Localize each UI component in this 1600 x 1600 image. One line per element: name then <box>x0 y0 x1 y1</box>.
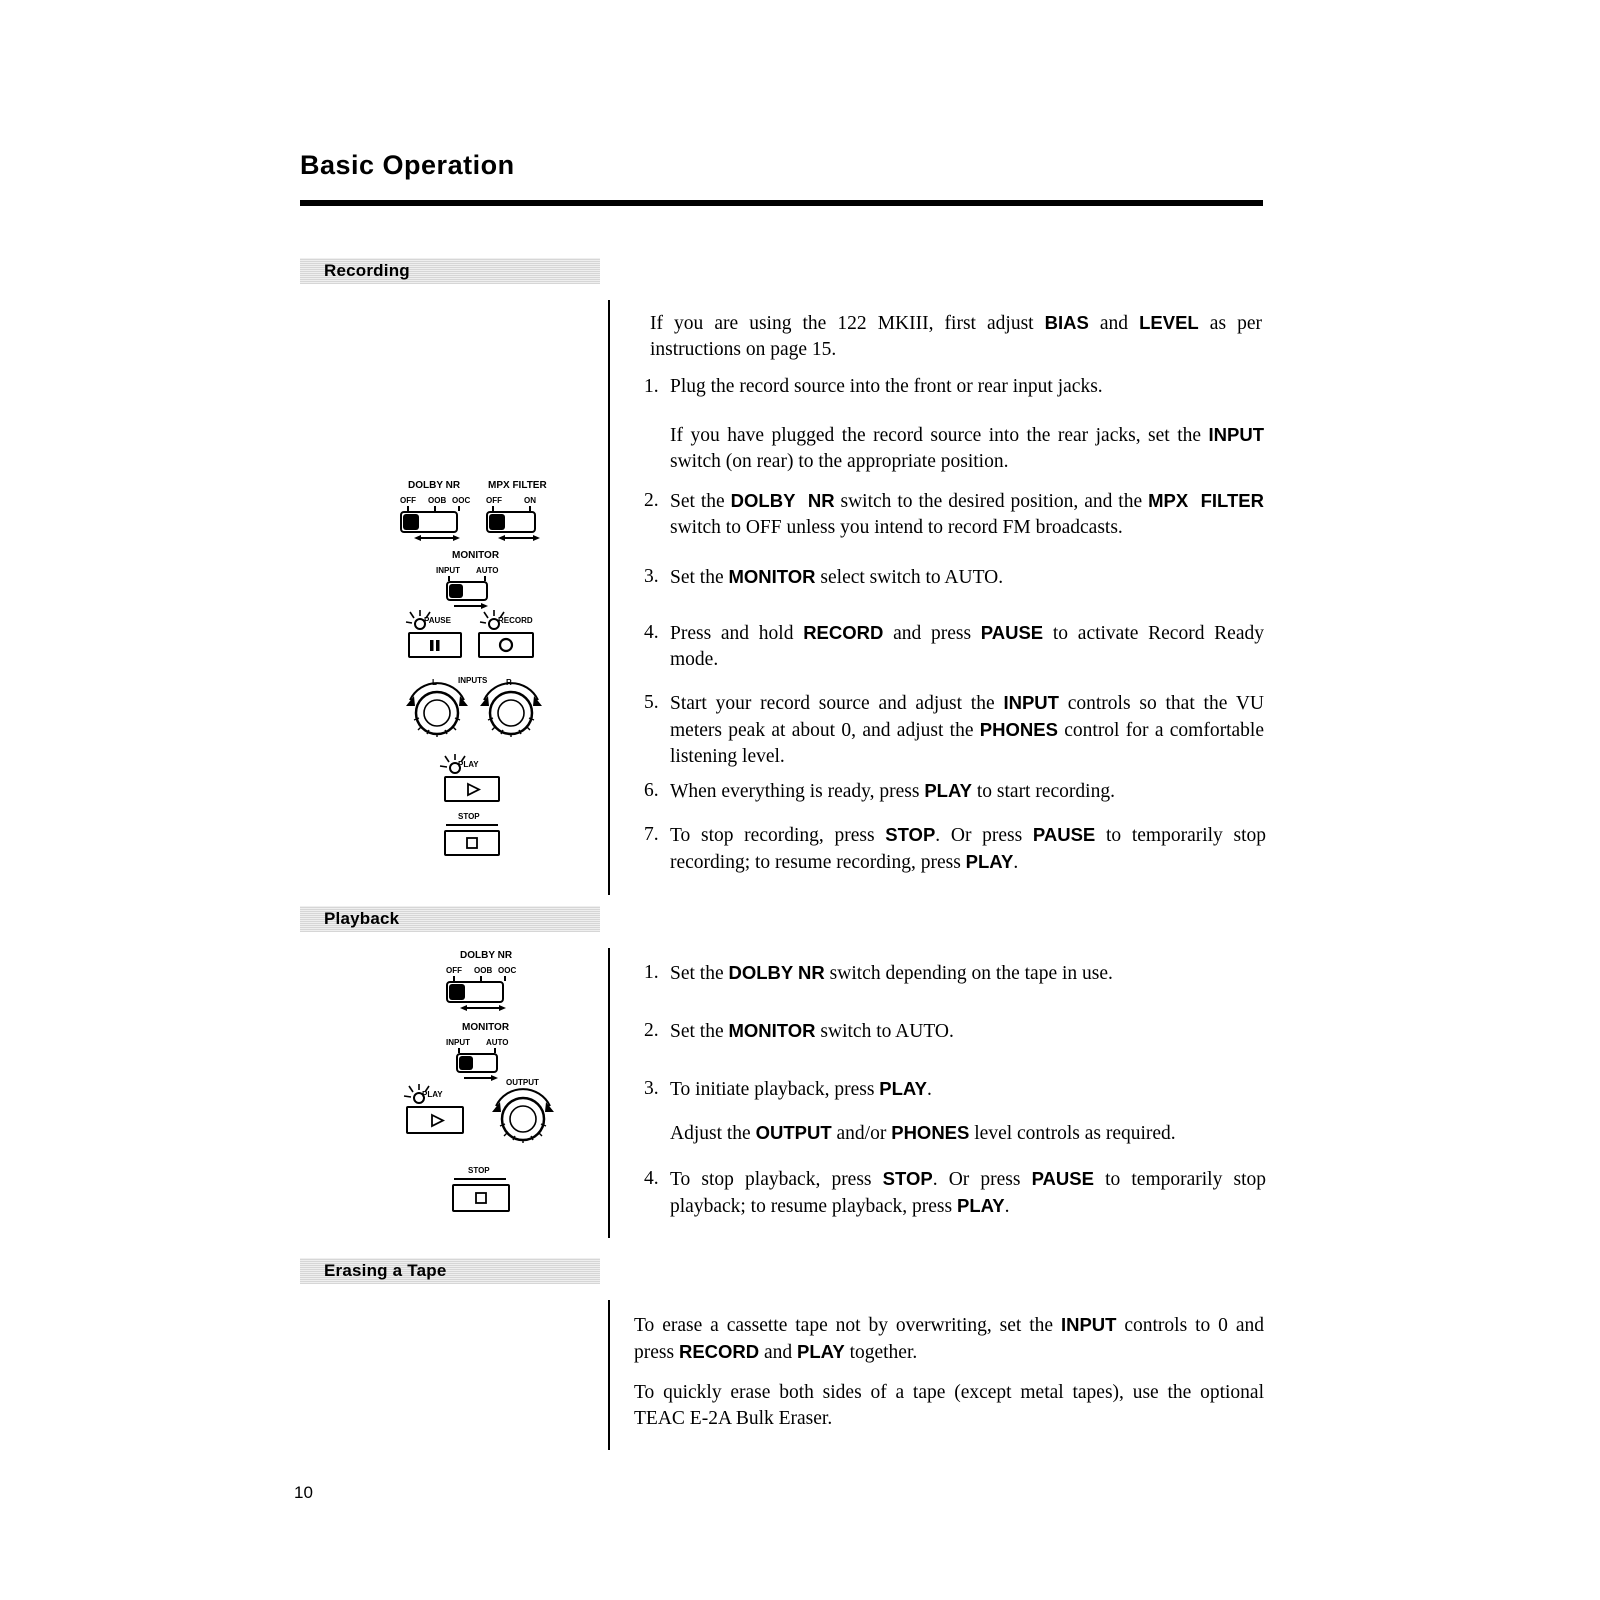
recording-step-7-text: To stop recording, press STOP. Or press PAUSE to temporarily stop recording; to resume recording, press PLAY. <box>670 824 1266 873</box>
playback-step-4-marker: 4. <box>644 1168 659 1189</box>
play-button[interactable] <box>444 776 500 802</box>
playback-step-3-note <box>644 1120 1264 1147</box>
recording-step-5-text: Start your record source and adjust the INPUT controls so that the VU meters peak at about 0, and adjust the PHONES control for a comfortable listening level. <box>670 692 1264 767</box>
pb-play-button[interactable] <box>406 1106 464 1134</box>
recording-step-1-note-text: If you have plugged the record source into the rear jacks, set the INPUT switch (on rear) to the appropriate position. <box>670 424 1264 472</box>
recording-step-6-marker: 6. <box>644 780 659 801</box>
dolby-nr-title: DOLBY NR <box>408 480 461 491</box>
recording-step-2-marker: 2. <box>644 490 659 511</box>
stop-button[interactable] <box>444 830 500 856</box>
divider-playback <box>608 948 610 1238</box>
recording-step-3 <box>644 564 1264 591</box>
title-rule <box>300 200 1263 206</box>
pb-dolby-nr-switch-knob[interactable] <box>449 984 465 1000</box>
record-label: RECORD <box>498 616 533 625</box>
input-knob-right[interactable] <box>472 682 550 744</box>
monitor-opt-input: INPUT <box>436 566 460 575</box>
section-header-recording <box>300 258 600 284</box>
pb-play-icon <box>408 1108 462 1132</box>
playback-step-2-text: Set the MONITOR switch to AUTO. <box>670 1020 954 1042</box>
recording-step-2-text: Set the DOLBY NR switch to the desired position, and the MPX FILTER switch to OFF unless you intend to record FM broadcasts. <box>670 490 1264 538</box>
record-button[interactable] <box>478 632 534 658</box>
recording-step-2 <box>644 488 1264 541</box>
recording-step-6-text: When everything is ready, press PLAY to start recording. <box>670 780 1115 802</box>
playback-step-3-marker: 3. <box>644 1078 659 1099</box>
dolby-nr-switch-knob[interactable] <box>403 514 419 530</box>
recording-intro-bias: BIAS <box>1044 312 1089 333</box>
pb-stop-label: STOP <box>468 1166 490 1175</box>
monitor-opt-auto: AUTO <box>476 566 499 575</box>
pb-dolby-nr-opt-b: OOB <box>474 966 493 975</box>
output-knob[interactable] <box>484 1088 562 1150</box>
pause-label: PAUSE <box>424 616 451 625</box>
playback-step-1 <box>644 960 1264 987</box>
mpx-filter-opt-on: ON <box>524 496 536 505</box>
recording-step-4-marker: 4. <box>644 622 659 643</box>
pause-icon <box>410 634 460 656</box>
divider-erasing <box>608 1300 610 1450</box>
inputs-left-label: L <box>432 678 437 687</box>
pb-stop-rule <box>454 1178 506 1180</box>
stop-label: STOP <box>458 812 480 821</box>
recording-step-5 <box>644 690 1264 770</box>
dolby-nr-arrow-icon <box>414 532 460 546</box>
inputs-right-label: R <box>506 678 512 687</box>
pb-stop-icon <box>454 1186 508 1210</box>
section-label-recording: Recording <box>324 261 410 280</box>
playback-step-1-marker: 1. <box>644 962 659 983</box>
playback-illustration <box>400 950 580 1220</box>
pb-dolby-arrow-icon <box>460 1002 506 1016</box>
section-label-playback: Playback <box>324 909 400 928</box>
play-icon <box>446 778 498 800</box>
recording-illustration <box>390 480 570 870</box>
playback-step-1-text: Set the DOLBY NR switch depending on the tape in use. <box>670 962 1113 984</box>
erasing-paragraph-1: To erase a cassette tape not by overwriting, set the INPUT controls to 0 and press RECORD and PLAY together. <box>634 1314 1264 1363</box>
divider-recording <box>608 300 610 895</box>
playback-step-2-marker: 2. <box>644 1020 659 1041</box>
page-title: Basic Operation <box>300 150 515 180</box>
dolby-nr-opt-c: OOC <box>452 496 471 505</box>
recording-step-7-marker: 7. <box>644 824 659 845</box>
recording-step-1-marker: 1. <box>644 376 659 397</box>
dolby-nr-tick-3 <box>458 506 460 511</box>
mpx-filter-arrow-icon <box>498 532 540 546</box>
pb-dolby-nr-title: DOLBY NR <box>460 950 513 961</box>
recording-intro-c: as per instructions on page 15. <box>650 313 1262 360</box>
section-header-erasing <box>300 1258 600 1284</box>
pb-output-title: OUTPUT <box>506 1078 539 1087</box>
pb-monitor-switch-knob[interactable] <box>459 1056 473 1070</box>
pb-monitor-arrow-icon <box>462 1072 498 1085</box>
dolby-nr-opt-off: OFF <box>400 496 416 505</box>
erasing-paragraph-2: To quickly erase both sides of a tape (except metal tapes), use the optional TEAC E-2A Bulk Eraser. <box>634 1382 1264 1429</box>
recording-step-4-text: Press and hold RECORD and press PAUSE to activate Record Ready mode. <box>670 622 1264 670</box>
recording-intro-a: If you are using the 122 MKIII, first adjust <box>650 313 1045 334</box>
pb-dolby-nr-opt-off: OFF <box>446 966 462 975</box>
recording-step-7 <box>644 822 1266 876</box>
stop-icon <box>446 832 498 854</box>
playback-step-3 <box>644 1076 1264 1103</box>
playback-step-3-note-text: Adjust the OUTPUT and/or PHONES level controls as required. <box>670 1122 1176 1144</box>
pause-button[interactable] <box>408 632 462 658</box>
record-icon <box>480 634 532 656</box>
mpx-filter-title: MPX FILTER <box>488 480 547 491</box>
inputs-title: INPUTS <box>458 676 488 685</box>
mpx-filter-opt-off: OFF <box>486 496 502 505</box>
recording-intro-b: and <box>1088 313 1140 334</box>
recording-intro <box>650 310 1262 363</box>
pb-dolby-tick-3 <box>504 976 506 981</box>
input-knob-left[interactable] <box>398 682 476 744</box>
monitor-switch-knob[interactable] <box>449 584 463 598</box>
stop-rule <box>446 824 498 826</box>
section-label-erasing: Erasing a Tape <box>324 1261 447 1280</box>
recording-step-3-text: Set the MONITOR select switch to AUTO. <box>670 566 1004 588</box>
pb-monitor-opt-input: INPUT <box>446 1038 470 1047</box>
mpx-filter-switch-knob[interactable] <box>489 514 505 530</box>
play-label: PLAY <box>458 760 479 769</box>
page-number: 10 <box>294 1483 313 1502</box>
recording-step-1 <box>644 374 1264 400</box>
recording-step-1-note <box>644 422 1264 475</box>
pb-monitor-title: MONITOR <box>462 1022 510 1033</box>
recording-step-6 <box>644 778 1264 805</box>
playback-step-3-text: To initiate playback, press PLAY. <box>670 1078 932 1100</box>
recording-step-4 <box>644 620 1264 673</box>
playback-step-2 <box>644 1018 1264 1045</box>
recording-step-3-marker: 3. <box>644 566 659 587</box>
recording-step-5-marker: 5. <box>644 692 659 713</box>
pb-monitor-opt-auto: AUTO <box>486 1038 509 1047</box>
pb-play-label: PLAY <box>422 1090 443 1099</box>
dolby-nr-opt-b: OOB <box>428 496 447 505</box>
pb-dolby-nr-opt-c: OOC <box>498 966 517 975</box>
monitor-title: MONITOR <box>452 550 500 561</box>
pb-stop-button[interactable] <box>452 1184 510 1212</box>
playback-step-4-text: To stop playback, press STOP. Or press PAUSE to temporarily stop playback; to resume playback, press PLAY. <box>670 1168 1266 1217</box>
playback-step-4 <box>644 1166 1266 1220</box>
section-header-playback <box>300 906 600 932</box>
recording-intro-level: LEVEL <box>1139 312 1199 333</box>
recording-step-1-text: Plug the record source into the front or rear input jacks. <box>670 376 1103 397</box>
